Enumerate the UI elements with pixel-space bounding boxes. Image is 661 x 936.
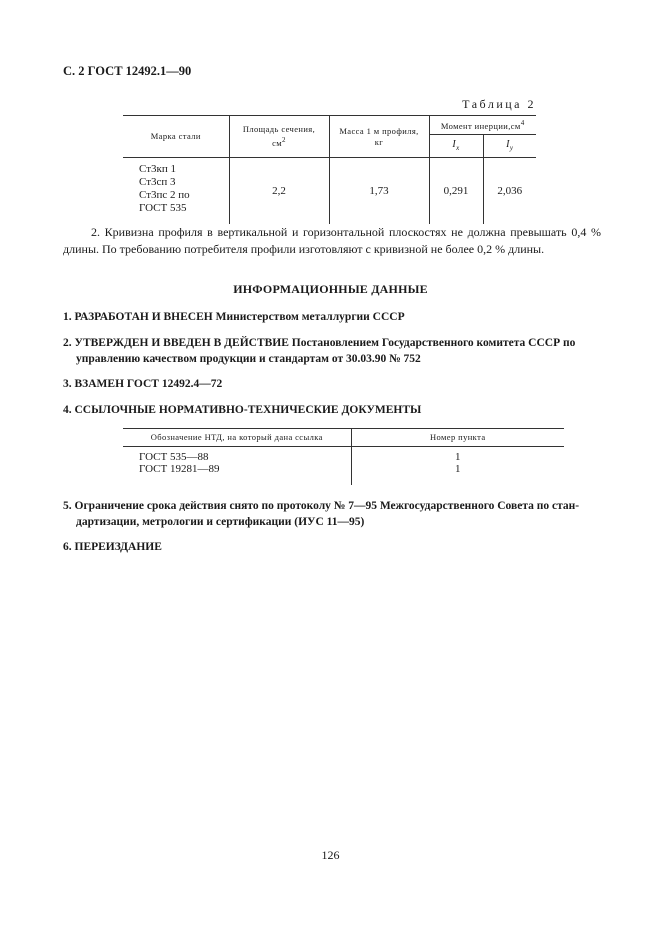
iy-value: 2,036 xyxy=(483,158,536,225)
info-item-2: 2. УТВЕРЖДЕН И ВВЕДЕН В ДЕЙСТВИЕ Постановлением Государственного комитета СССР по управлению качеством продукции и стандартам от 30.03.90 № 752 xyxy=(63,337,576,365)
header-moment: Момент $инерции,см^4$ xyxy=(429,116,536,135)
header-iy: $I_y$ xyxy=(483,135,536,158)
info-item-6: 6. ПЕРЕИЗДАНИЕ xyxy=(63,541,162,553)
info-item-4: 4. ССЫЛОЧНЫЕ НОРМАТИВНО-ТЕХНИЧЕСКИЕ ДОКУМЕНТЫ xyxy=(63,404,422,416)
ref-item: 1 xyxy=(351,463,564,485)
grade-cell: Ст3кп 1 Ст3сп 3 Ст3пс 2 по ГОСТ 535 xyxy=(139,163,190,214)
page-header: С. 2 ГОСТ 12492.1—90 xyxy=(63,64,192,78)
area-value: 2,2 xyxy=(229,158,329,225)
page-number: 126 xyxy=(321,848,340,862)
info-item-5: 5. Ограничение срока действия снято по протоколу № 7—95 Межгосударственного Совета по стан- дартизации, метрологии и сертификации (ИУС 11—95) xyxy=(63,500,580,528)
ref-doc: ГОСТ 19281—89 xyxy=(139,463,220,475)
references-table xyxy=(123,428,564,485)
info-item-1: 1. РАЗРАБОТАН И ВНЕСЕН Министерством металлургии СССР xyxy=(63,311,405,323)
header-mass: Масса 1 м профиля, кг xyxy=(329,116,429,158)
header-grade: Марка стали xyxy=(123,116,229,158)
ref-doc: ГОСТ 535—88 xyxy=(139,451,209,463)
header-ix: $I_x$ xyxy=(429,135,483,158)
header-area: Площадь сечения, $см^2$ xyxy=(229,116,329,158)
steel-grades-table xyxy=(123,115,536,224)
info-item-3: 3. ВЗАМЕН ГОСТ 12492.4—72 xyxy=(63,378,223,390)
mass-value: 1,73 xyxy=(329,158,429,225)
info-title: ИНФОРМАЦИОННЫЕ ДАННЫЕ xyxy=(233,282,428,296)
header-doc: Обозначение НТД, на который дана ссылка xyxy=(123,429,351,447)
header-item: Номер пункта xyxy=(351,429,564,447)
table-label: Таблица 2 xyxy=(462,97,536,111)
ix-value: 0,291 xyxy=(429,158,483,225)
ref-item: 1 xyxy=(351,447,564,464)
curvature-paragraph: 2. Кривизна профиля в вертикальной и горизонтальной плоскостях не должна превышать 0,4 % длины. По требованию потребителя профили изготовляют с кривизной не более 0,2 % длины. xyxy=(63,225,601,256)
